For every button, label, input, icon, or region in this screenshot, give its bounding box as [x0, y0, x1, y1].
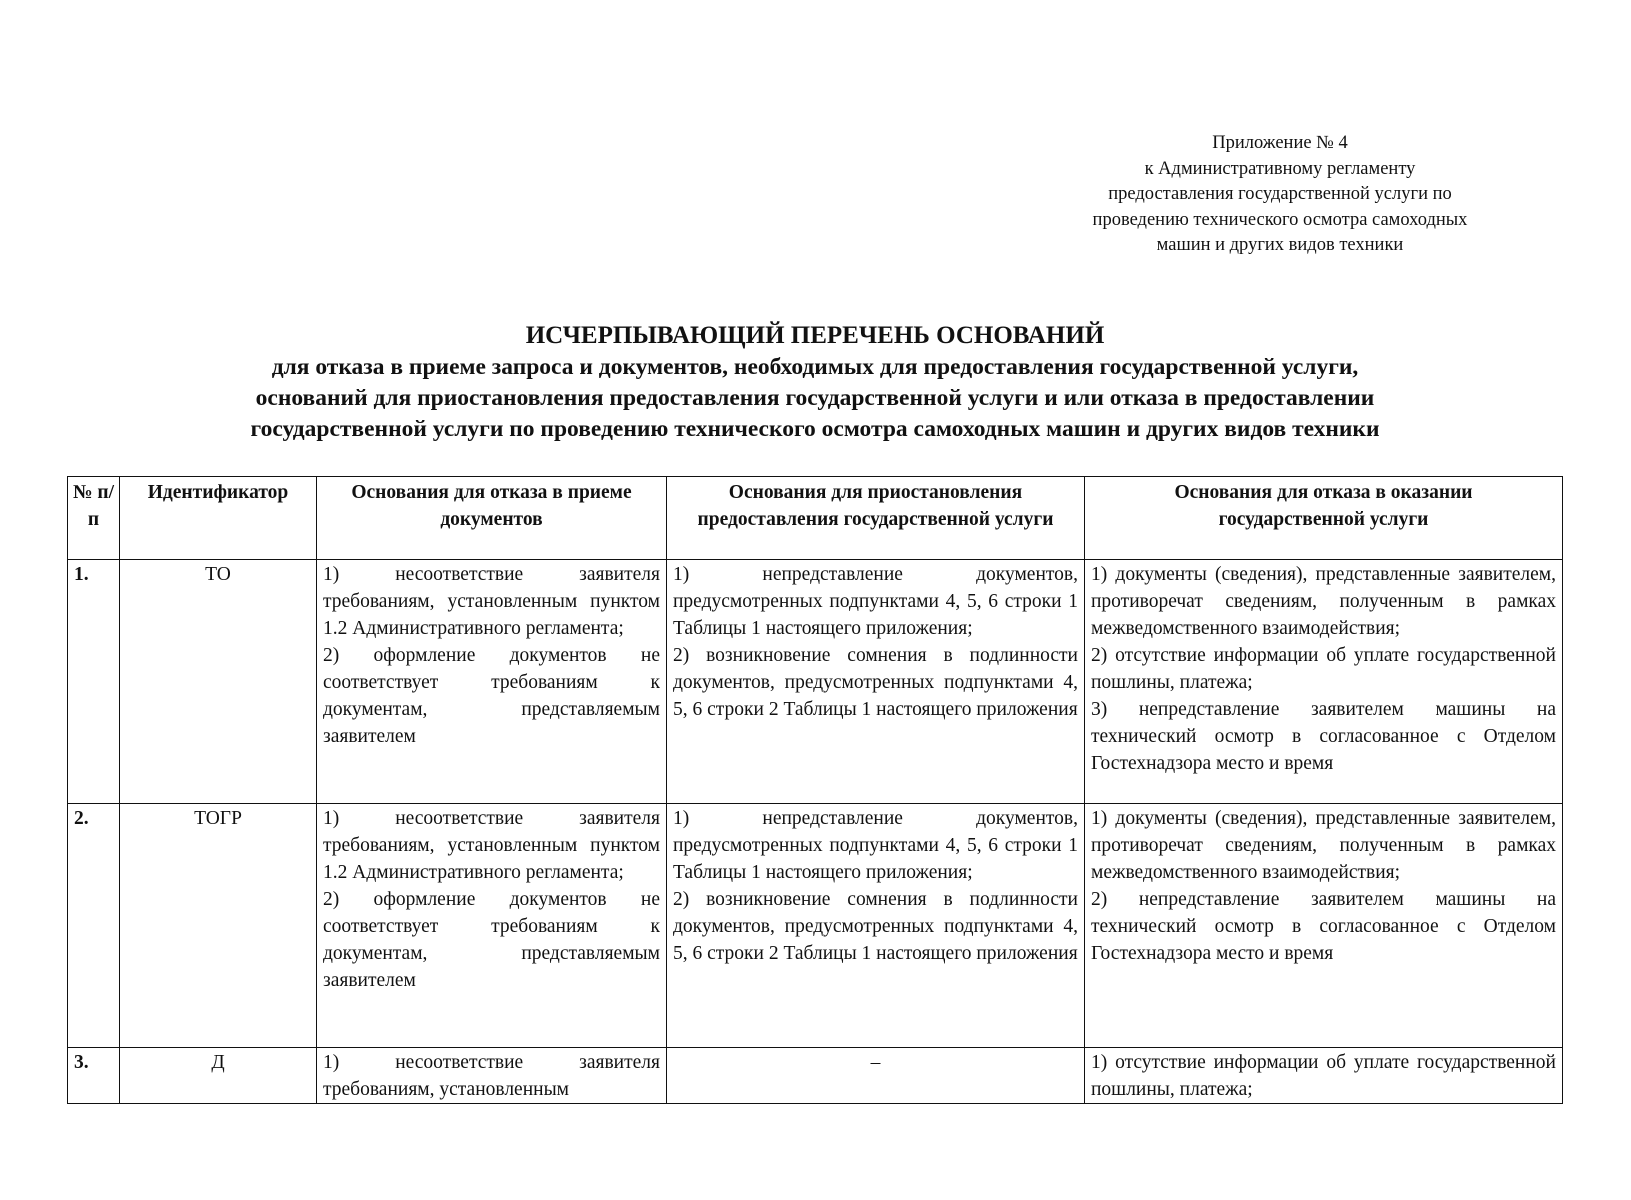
- cell-paragraph: 1) несоответствие заявителя требованиям, установленным пунктом 1.2 Административного регламента;: [323, 564, 660, 639]
- cell-refuse-service: [1085, 560, 1563, 804]
- cell-refuse-accept: [317, 560, 667, 804]
- cell-paragraph: 2) отсутствие информации об уплате государственной пошлины, платежа;: [1091, 645, 1556, 693]
- cell-paragraph: 1) непредставление документов, предусмотренных подпунктами 4, 5, 6 строки 1 Таблицы 1 настоящего приложения;: [673, 808, 1078, 883]
- table-row: [68, 1048, 1563, 1104]
- cell-paragraph: 1) документы (сведения), представленные заявителем, противоречат сведениям, полученным в рамках межведомственного взаимодействия;: [1091, 808, 1556, 883]
- title-sub-line: для отказа в приеме запроса и документов, необходимых для предоставления государственной услуги,: [271, 354, 1359, 380]
- table-row: [68, 560, 1563, 804]
- row-identifier: ТО: [120, 560, 317, 804]
- header-suspend: Основания для приостановления предоставления государственной услуги: [667, 477, 1085, 560]
- cell-paragraph: 1) документы (сведения), представленные заявителем, противоречат сведениям, полученным в рамках межведомственного взаимодействия;: [1091, 564, 1556, 639]
- table-row: [68, 804, 1563, 1048]
- header-number: № п/п: [68, 477, 120, 560]
- header-identifier: Идентификатор: [120, 477, 317, 560]
- cell-suspend: [667, 804, 1085, 1048]
- appendix-line: к Административному регламенту: [1144, 158, 1416, 179]
- cell-suspend: [667, 560, 1085, 804]
- cell-paragraph: 2) оформление документов не соответствует требованиям к документам, представляемым заявителем: [323, 889, 660, 991]
- header-refuse-accept: Основания для отказа в приеме документов: [317, 477, 667, 560]
- header-refuse-service: Основания для отказа в оказании государственной услуги: [1085, 477, 1563, 560]
- cell-refuse-service: [1085, 804, 1563, 1048]
- cell-paragraph: 1) отсутствие информации об уплате государственной пошлины, платежа;: [1091, 1052, 1556, 1100]
- cell-paragraph: 2) возникновение сомнения в подлинности документов, предусмотренных подпунктами 4, 5, 6 строки 2 Таблицы 1 настоящего приложения: [673, 645, 1078, 720]
- appendix-line: проведению технического осмотра самоходных: [1092, 209, 1468, 230]
- appendix-line: Приложение № 4: [1212, 133, 1348, 153]
- cell-paragraph: 1) несоответствие заявителя требованиям, установленным: [323, 1052, 660, 1100]
- cell-paragraph: 2) оформление документов не соответствует требованиям к документам, представляемым заявителем: [323, 645, 660, 747]
- cell-refuse-service: [1085, 1048, 1563, 1104]
- grounds-table: [67, 476, 1563, 1104]
- cell-paragraph: 1) несоответствие заявителя требованиям, установленным пунктом 1.2 Административного регламента;: [323, 808, 660, 883]
- appendix-line: машин и других видов техники: [1156, 235, 1404, 255]
- row-identifier: Д: [120, 1048, 317, 1104]
- cell-paragraph: 1) непредставление документов, предусмотренных подпунктами 4, 5, 6 строки 1 Таблицы 1 настоящего приложения;: [673, 564, 1078, 639]
- cell-paragraph: 2) возникновение сомнения в подлинности документов, предусмотренных подпунктами 4, 5, 6 строки 2 Таблицы 1 настоящего приложения: [673, 889, 1078, 964]
- document-title: [60, 320, 1570, 445]
- row-number: 2.: [68, 804, 120, 1048]
- title-sub-line: оснований для приостановления предоставления государственной услуги и или отказа в предоставлении: [255, 385, 1375, 411]
- appendix-header: [1040, 131, 1520, 259]
- title-sub-line: государственной услуги по проведению технического осмотра самоходных машин и других видов техники: [250, 416, 1380, 442]
- cell-paragraph: 2) непредставление заявителем машины на технический осмотр в согласованное с Отделом Гостехнадзора место и время: [1091, 889, 1556, 964]
- row-identifier: ТОГР: [120, 804, 317, 1048]
- title-main: ИСЧЕРПЫВАЮЩИЙ ПЕРЕЧЕНЬ ОСНОВАНИЙ: [525, 322, 1105, 349]
- cell-suspend-empty: –: [667, 1048, 1085, 1104]
- cell-refuse-accept: [317, 804, 667, 1048]
- table-header-row: [68, 477, 1563, 560]
- cell-refuse-accept: [317, 1048, 667, 1104]
- row-number: 1.: [68, 560, 120, 804]
- appendix-line: предоставления государственной услуги по: [1108, 184, 1452, 204]
- cell-paragraph: 3) непредставление заявителем машины на технический осмотр в согласованное с Отделом Гостехнадзора место и время: [1091, 699, 1556, 774]
- row-number: 3.: [68, 1048, 120, 1104]
